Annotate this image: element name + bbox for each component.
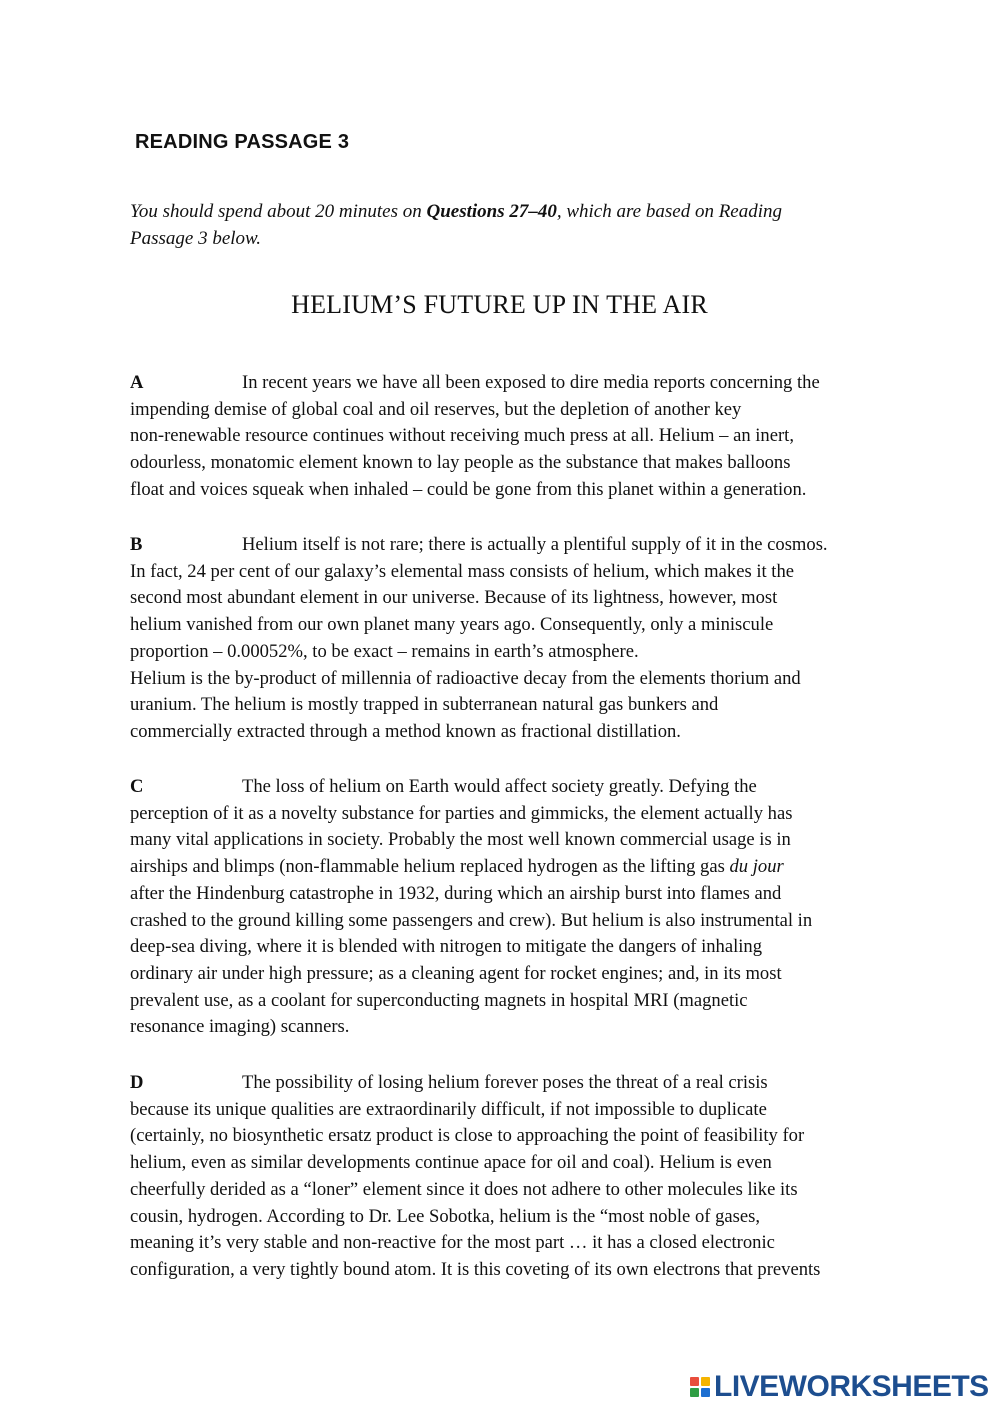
logo-square-icon [690,1388,699,1397]
paragraph-line: impending demise of global coal and oil reserves, but the depletion of another key [130,398,742,420]
instructions [130,198,890,252]
paragraph-line: second most abundant element in our universe. Because of its lightness, however, most [130,587,778,609]
paragraph-line: resonance imaging) scanners. [130,1016,350,1038]
paragraph-line: (certainly, no biosynthetic ersatz product is close to approaching the point of feasibility for [130,1125,805,1147]
logo-square-icon [701,1388,710,1397]
passage-heading: READING PASSAGE 3 [135,131,350,153]
paragraph-line: proportion – 0.00052%, to be exact – remains in earth’s atmosphere. [130,640,639,662]
logo-square-icon [701,1377,710,1386]
questions-range: Questions 27–40 [426,201,557,222]
paragraph-letter: B [130,534,143,555]
paragraph-line: Helium is the by-product of millennia of radioactive decay from the elements thorium and [130,667,801,689]
paragraph-line: commercially extracted through a method known as fractional distillation. [130,720,681,742]
paragraph-line: Helium itself is not rare; there is actually a plentiful supply of it in the cosmos. [242,534,828,555]
instructions-text: You should spend about 20 minutes on [130,201,427,222]
paragraph-line: In fact, 24 per cent of our galaxy’s elemental mass consists of helium, which makes it the [130,560,795,582]
paragraph-line: deep-sea diving, where it is blended with nitrogen to mitigate the dangers of inhaling [130,936,763,958]
logo-text: LIVEWORKSHEETS [714,1370,989,1403]
paragraph-line: airships and blimps (non-flammable helium replaced hydrogen as the lifting gas [130,856,730,878]
paragraph-line: cousin, hydrogen. According to Dr. Lee Sobotka, helium is the “most noble of gases, [130,1205,761,1227]
paragraph-line: after the Hindenburg catastrophe in 1932, during which an airship burst into flames and [130,882,782,904]
paragraph-line: The possibility of losing helium forever poses the threat of a real crisis [242,1072,768,1093]
paragraph-line: meaning it’s very stable and non-reactive for the most part … it has a closed electronic [130,1232,775,1254]
paragraph-line: many vital applications in society. Probably the most well known commercial usage is in [130,829,791,851]
italic-phrase: du jour [729,856,784,878]
instructions-text-cont: , which are based on Reading [556,201,783,222]
logo-square-icon [690,1377,699,1386]
paragraph-line: odourless, monatomic element known to lay people as the substance that makes balloons [130,452,791,474]
paragraph-line: because its unique qualities are extraordinarily difficult, if not impossible to duplicate [130,1098,767,1120]
paragraph-letter: A [130,372,144,393]
paragraph-line: crashed to the ground killing some passengers and crew). But helium is also instrumental in [130,909,813,931]
paragraph-line: uranium. The helium is mostly trapped in subterranean natural gas bunkers and [130,694,719,716]
paragraph-letter: D [130,1072,144,1093]
logo-mark-icon [690,1377,710,1397]
paragraph-a [130,370,890,504]
paragraph-line: In recent years we have all been exposed to dire media reports concerning the [242,372,820,393]
paragraph-d [130,1070,890,1284]
paragraph-line: ordinary air under high pressure; as a cleaning agent for rocket engines; and, in its most [130,962,782,984]
paragraph-line: non-renewable resource continues without receiving much press at all. Helium – an inert, [130,425,794,447]
liveworksheets-logo[interactable] [690,1372,989,1402]
paragraph-b [130,532,890,746]
paragraph-line: cheerfully derided as a “loner” element since it does not adhere to other molecules like its [130,1178,798,1200]
paragraph-line: prevalent use, as a coolant for superconducting magnets in hospital MRI (magnetic [130,989,748,1011]
paragraph-line: helium, even as similar developments continue apace for oil and coal). Helium is even [130,1152,772,1174]
passage-title: HELIUM’S FUTURE UP IN THE AIR [291,290,708,319]
instructions-text-line2: Passage 3 below. [130,228,262,249]
paragraph-line: perception of it as a novelty substance for parties and gimmicks, the element actually has [130,802,793,824]
paragraph-line: float and voices squeak when inhaled – could be gone from this planet within a generation. [130,478,807,500]
paragraph-letter: C [130,776,144,797]
paragraph-line: The loss of helium on Earth would affect society greatly. Defying the [242,776,757,797]
paragraph-line: configuration, a very tightly bound atom. It is this coveting of its own electrons that prevents [130,1258,821,1280]
paragraph-c [130,774,890,1041]
paragraph-line: helium vanished from our own planet many years ago. Consequently, only a miniscule [130,614,774,636]
